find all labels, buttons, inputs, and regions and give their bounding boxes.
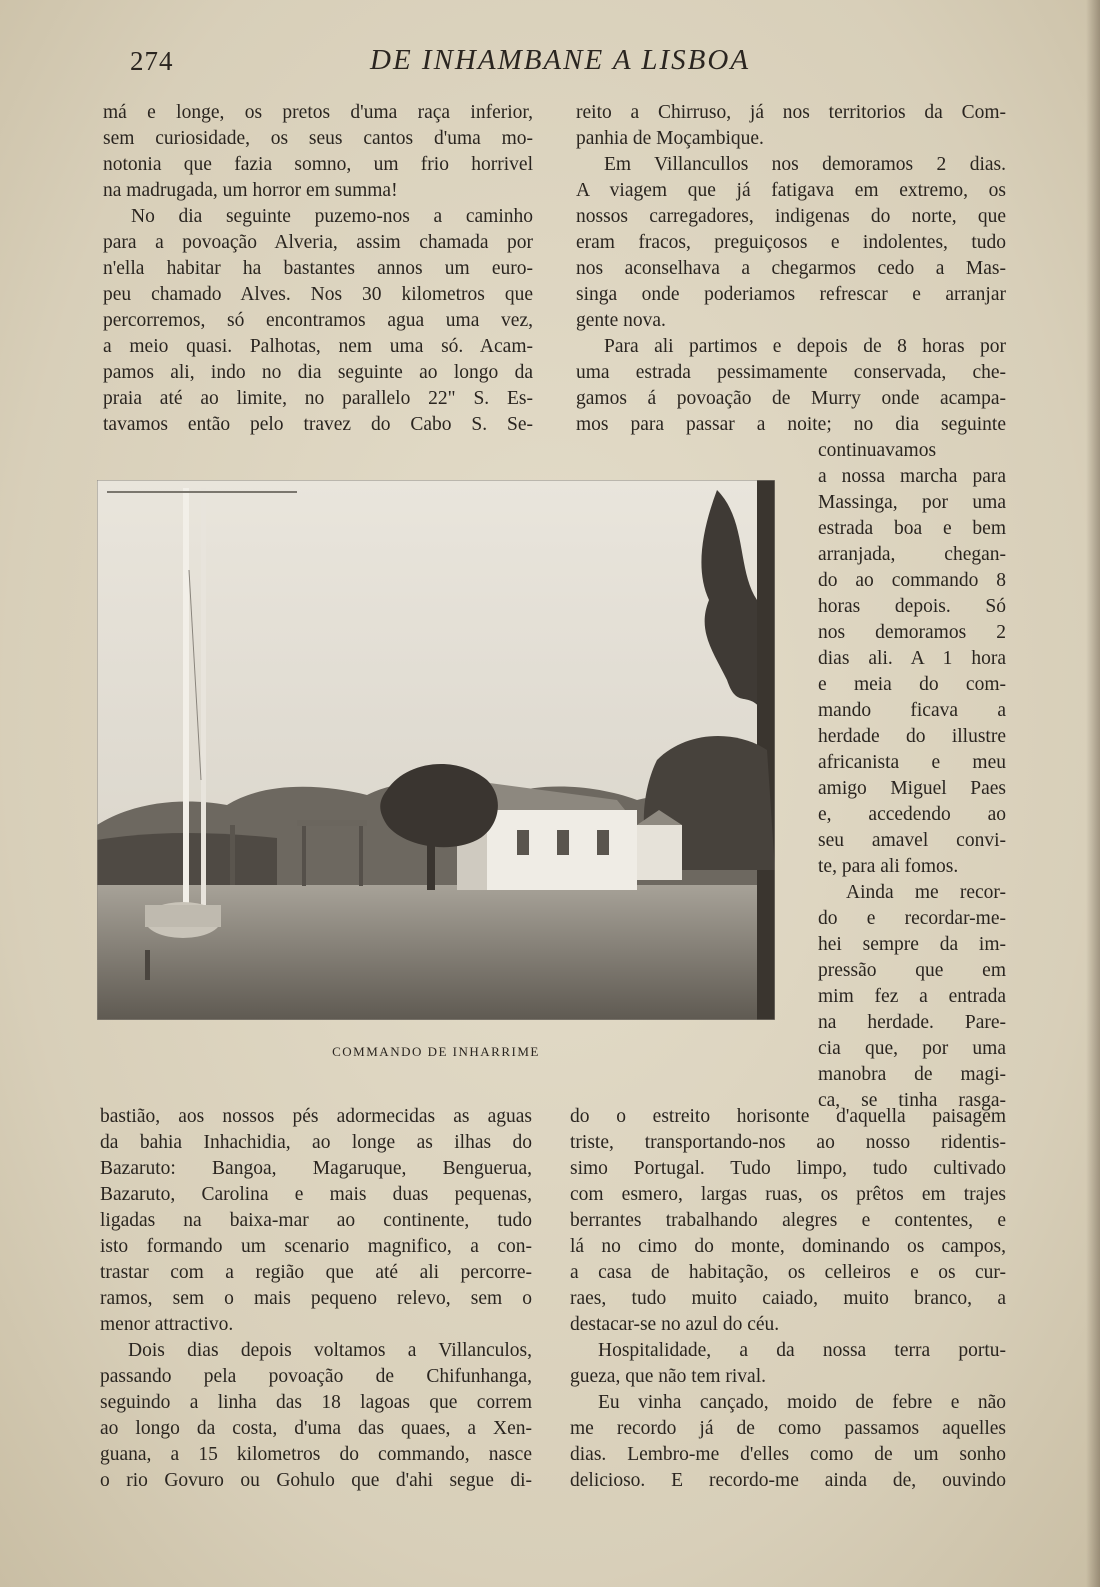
text-line: a nossa marcha para xyxy=(818,466,1006,487)
text-line: estrada boa e bem xyxy=(818,518,1006,539)
text-line: a casa de habitação, os celleiros e os cur- xyxy=(570,1262,1006,1283)
text-line: na madrugada, um horror em summa! xyxy=(103,180,398,201)
text-column-right-bottom xyxy=(570,1104,1006,1494)
text-line: do e recordar-me- xyxy=(818,908,1006,929)
text-line: A viagem que já fatigava em extremo, os xyxy=(576,180,1006,201)
text-line: hei sempre da im- xyxy=(818,934,1006,955)
text-line: ramos, sem o mais pequeno relevo, sem o xyxy=(100,1288,532,1309)
text-line: triste, transportando-nos ao nosso ridentis- xyxy=(570,1132,1006,1153)
text-line: dias. Lembro-me d'elles como de um sonho xyxy=(570,1444,1006,1465)
text-line: nos aconselhava a chegarmos cedo a Mas- xyxy=(576,258,1006,279)
text-line: na herdade. Pare- xyxy=(818,1012,1006,1033)
text-line: Massinga, por uma xyxy=(818,492,1006,513)
text-line: o rio Govuro ou Gohulo que d'ahi segue di- xyxy=(100,1470,532,1491)
text-line: panhia de Moçambique. xyxy=(576,128,764,149)
text-line: ca, se tinha rasga- xyxy=(818,1090,1006,1111)
text-line: gente nova. xyxy=(576,310,666,331)
text-line: passando pela povoação de Chifunhanga, xyxy=(100,1366,532,1387)
text-line: com esmero, largas ruas, os prêtos em trajes xyxy=(570,1184,1006,1205)
text-line: raes, tudo muito caiado, muito branco, a xyxy=(570,1288,1006,1309)
text-line: praia até ao limite, no parallelo 22" S. Es- xyxy=(103,388,533,409)
text-line: singa onde poderiamos refrescar e arranjar xyxy=(576,284,1006,305)
text-line: mos para passar a noite; no dia seguinte xyxy=(576,414,1006,435)
text-line: arranjada, chegan- xyxy=(818,544,1006,565)
text-line: seu amavel convi- xyxy=(818,830,1006,851)
text-line: do o estreito horisonte d'aquella paisagem xyxy=(570,1106,1006,1127)
text-line: Hospitalidade, a da nossa terra portu- xyxy=(598,1340,1006,1361)
photograph-commando xyxy=(97,480,775,1020)
text-line: continuavamos xyxy=(818,440,937,461)
page-number: 274 xyxy=(130,46,174,76)
text-line: percorremos, só encontramos agua uma vez, xyxy=(103,310,533,331)
text-line: guana, a 15 kilometros do commando, nasce xyxy=(100,1444,532,1465)
text-line: amigo Miguel Paes xyxy=(818,778,1006,799)
text-line: berrantes trabalhando alegres e contentes, e xyxy=(570,1210,1006,1231)
text-line: má e longe, os pretos d'uma raça inferior, xyxy=(103,102,533,123)
page-binding-shadow xyxy=(1086,0,1100,1587)
text-column-left-bottom xyxy=(100,1104,532,1494)
text-line: mando ficava a xyxy=(818,700,1006,721)
text-column-right-top xyxy=(576,100,1006,438)
page-header xyxy=(0,44,1100,84)
text-line: ligadas na baixa-mar ao continente, tudo xyxy=(100,1210,532,1231)
text-line: eram fracos, preguiçosos e indolentes, tudo xyxy=(576,232,1006,253)
photograph-illustration xyxy=(97,480,775,1020)
text-column-beside-figure xyxy=(818,438,1006,1114)
text-line: isto formando um scenario magnifico, a con- xyxy=(100,1236,532,1257)
text-line: n'ella habitar ha bastantes annos um euro- xyxy=(103,258,533,279)
text-line: e meia do com- xyxy=(818,674,1006,695)
text-line: Bazaruto, Carolina e mais duas pequenas, xyxy=(100,1184,532,1205)
text-line: No dia seguinte puzemo-nos a caminho xyxy=(131,206,533,227)
text-line: simo Portugal. Tudo limpo, tudo cultivado xyxy=(570,1158,1006,1179)
text-line: Bazaruto: Bangoa, Magaruque, Benguerua, xyxy=(100,1158,532,1179)
text-line: destacar-se no azul do céu. xyxy=(570,1314,780,1335)
text-line: Em Villancullos nos demoramos 2 dias. xyxy=(604,154,1006,175)
text-column-left-top xyxy=(103,100,533,438)
text-line: notonia que fazia somno, um frio horrivel xyxy=(103,154,533,175)
text-line: me recordo já de como passamos aquelles xyxy=(570,1418,1006,1439)
text-line: pamos ali, indo no dia seguinte ao longo da xyxy=(103,362,533,383)
text-line: gamos á povoação de Murry onde acampa- xyxy=(576,388,1006,409)
text-line: nos demoramos 2 xyxy=(818,622,1006,643)
text-line: cia que, por uma xyxy=(818,1038,1006,1059)
running-title: DE INHAMBANE A LISBOA xyxy=(370,44,751,76)
text-line: delicioso. E recordo-me ainda de, ouvindo xyxy=(570,1470,1006,1491)
text-line: reito a Chirruso, já nos territorios da Com- xyxy=(576,102,1006,123)
text-line: gueza, que não tem rival. xyxy=(570,1366,766,1387)
text-line: africanista e meu xyxy=(818,752,1006,773)
text-line: te, para ali fomos. xyxy=(818,856,959,877)
text-line: Dois dias depois voltamos a Villanculos, xyxy=(128,1340,532,1361)
text-line: horas depois. Só xyxy=(818,596,1006,617)
text-line: manobra de magi- xyxy=(818,1064,1006,1085)
text-line: peu chamado Alves. Nos 30 kilometros que xyxy=(103,284,533,305)
text-line: para a povoação Alveria, assim chamada por xyxy=(103,232,533,253)
text-line: uma estrada pessimamente conservada, che- xyxy=(576,362,1006,383)
text-line: tavamos então pelo travez do Cabo S. Se- xyxy=(103,414,533,435)
text-line: Para ali partimos e depois de 8 horas por xyxy=(604,336,1006,357)
text-line: sem curiosidade, os seus cantos d'uma mo- xyxy=(103,128,533,149)
text-line: ao longo da costa, d'uma das quaes, a Xen- xyxy=(100,1418,532,1439)
text-line: da bahia Inhachidia, ao longe as ilhas do xyxy=(100,1132,532,1153)
text-line: dias ali. A 1 hora xyxy=(818,648,1006,669)
text-line: do ao commando 8 xyxy=(818,570,1006,591)
text-line: nossos carregadores, indigenas do norte, que xyxy=(576,206,1006,227)
text-line: lá no cimo do monte, dominando os campos, xyxy=(570,1236,1006,1257)
text-line: e, accedendo ao xyxy=(818,804,1006,825)
text-line: herdade do illustre xyxy=(818,726,1006,747)
text-line: menor attractivo. xyxy=(100,1314,234,1335)
figure-caption: COMMANDO DE INHARRIME xyxy=(332,1044,540,1059)
text-line: mim fez a entrada xyxy=(818,986,1006,1007)
text-line: seguindo a linha das 18 lagoas que correm xyxy=(100,1392,532,1413)
text-line: bastião, aos nossos pés adormecidas as aguas xyxy=(100,1106,532,1127)
text-line: a meio quasi. Palhotas, nem uma só. Acam- xyxy=(103,336,533,357)
text-line: Eu vinha cançado, moido de febre e não xyxy=(598,1392,1006,1413)
text-line: Ainda me recor- xyxy=(846,882,1006,903)
text-line: pressão que em xyxy=(818,960,1006,981)
text-line: trastar com a região que até ali percorre- xyxy=(100,1262,532,1283)
